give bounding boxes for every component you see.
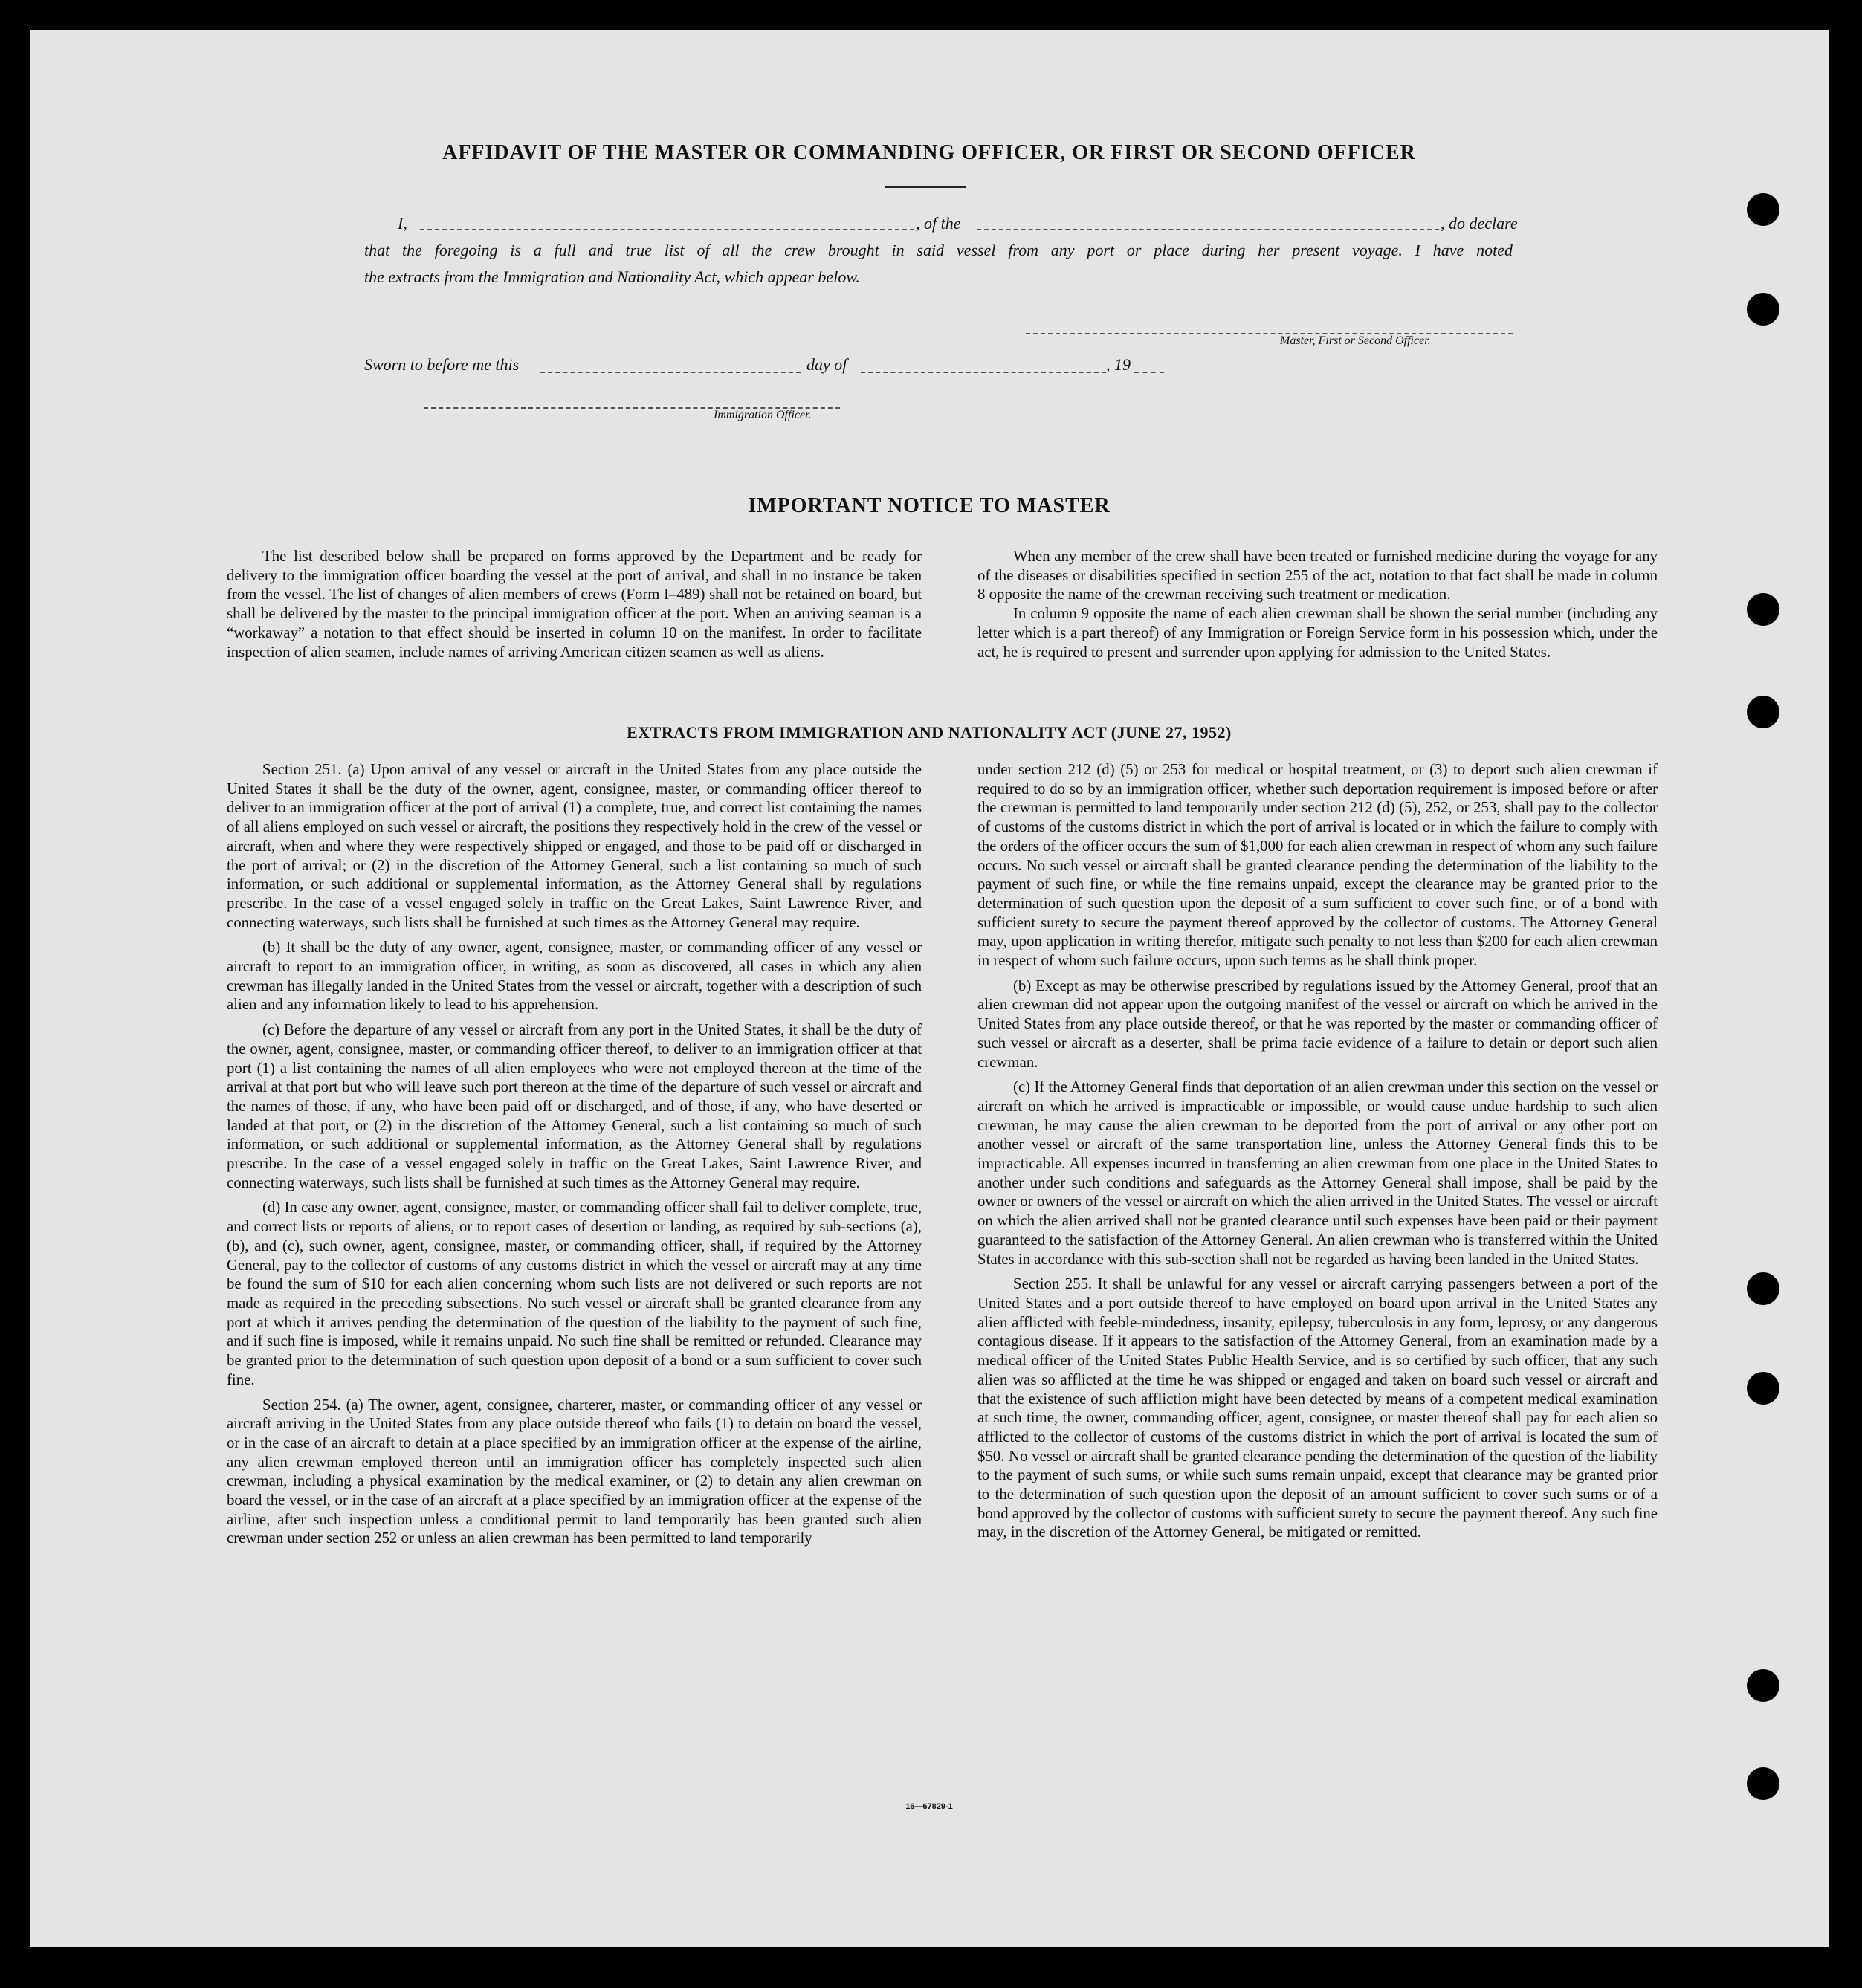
affidavit-title: AFFIDAVIT OF THE MASTER OR COMMANDING OFFICER, OR FIRST OR SECOND OFFICER (442, 141, 1416, 164)
master-signature-caption: Master, First or Second Officer. (1280, 334, 1431, 347)
section-251d: (d) In case any owner, agent, consignee, master, or commanding officer shall fail to deliver complete, true, and correct lists or reports of aliens, or to report cases of desertion or landing, as required by sub-sections (a), (b), and (c), such owner, agent, consignee, master, or commanding officer, shall, if required by the Attorney General, pay to the collector of customs of any customs district in which the vessel or aircraft may at any time be found the sum of $10 for each alien concerning whom such lists are not delivered or such reports are not made as required in the preceding subsections. No such vessel or aircraft shall be granted clearance from any port at which it arrives pending the determination of the question of the liability to the payment of such fine, and if such fine is imposed, while it remains unpaid. No such fine shall be remitted or refunded. Clearance may be granted prior to the determination of such question upon deposit of a bond or a sum sufficient to cover such fine. (227, 1199, 922, 1388)
day-of-label: day of (806, 355, 847, 374)
sworn-day-field[interactable] (540, 372, 801, 373)
notice-paragraph: When any member of the crew shall have been treated or furnished medicine during the voyage for any of the diseases or disabilities specified in section 255 of the act, notation to that fact shall be made in column 8 opposite the name of the crewman receiving such treatment or medication. (977, 548, 1658, 603)
vessel-label: , of the (916, 214, 961, 233)
master-signature-field[interactable] (1026, 333, 1513, 334)
punch-hole-5 (1747, 1272, 1779, 1305)
declare-label: , do declare (1441, 214, 1518, 233)
punch-hole-7 (1747, 1669, 1779, 1702)
section-251b: (b) It shall be the duty of any owner, agent, consignee, master, or commanding officer of any vessel or aircraft to report to an immigration officer, in writing, as soon as discovered, all cases in which any alien crewman has illegally landed in the United States from the vessel or aircraft, together with a description of such alien and any information likely to lead to his apprehension. (227, 939, 922, 1014)
punch-hole-6 (1747, 1372, 1779, 1405)
section-254a-continued: under section 212 (d) (5) or 253 for medical or hospital treatment, or (3) to deport such alien crewman if required to do so by an immigration officer, whether such deportation requirement is imposed before or after the crewman is permitted to land temporarily under section 212 (d) (5), 252, or 253, shall pay to the collector of customs of the customs district in which the port of arrival is located or in which the failure to comply with the orders of the officer occurs the sum of $1,000 for each alien crewman in respect of whom any such failure occurs. No such vessel or aircraft shall be granted clearance pending the determination of the liability to the payment of such fine, or while the fine remains unpaid, except the clearance may be granted prior to the determination of such question upon the deposit of a sum sufficient to cover such fine, or of a bond with sufficient surety to secure the payment thereof approved by the collector of customs. The Attorney General may, upon application in writing therefor, mitigate such penalty to not less than $200 for each alien crewman in respect of whom such failure occurs, upon such terms as he shall think proper. (977, 761, 1658, 970)
declaration-line-3: the extracts from the Immigration and Nationality Act, which appear below. (364, 268, 860, 286)
section-254a: Section 254. (a) The owner, agent, consignee, charterer, master, or commanding officer of any vessel or aircraft arriving in the United States from any place outside thereof who fails (1) to detain on board the vessel, or in the case of an aircraft to detain at a place specified by an immigration officer at the expense of the airline, any alien crewman employed thereon until an immigration officer has completely inspected such alien crewman, including a physical examination by the medical examiner, or (2) to detain any alien crewman on board the vessel, or in the case of an aircraft at a place specified by an immigration officer at the expense of the airline, after such inspection unless a conditional permit to land temporarily has been granted such alien crewman under section 252 or unless an alien crewman has been permitted to land temporarily (227, 1396, 922, 1547)
punch-hole-3 (1747, 593, 1779, 626)
punch-hole-2 (1747, 293, 1779, 326)
document-page (30, 30, 1829, 1947)
section-251a: Section 251. (a) Upon arrival of any vessel or aircraft in the United States from any place outside the United States it shall be the duty of the owner, agent, consignee, master, or commanding officer thereof to deliver to an immigration officer at the port of arrival (1) a complete, true, and correct list containing the names of all aliens employed on such vessel or aircraft, the positions they respectively hold in the crew of the vessel or aircraft, when and where they were respectively shipped or engaged, and those to be paid off or discharged in the port of arrival; or (2) in the discretion of the Attorney General, such a list containing so much of such information, or such additional or supplemental information, as the Attorney General shall by regulations prescribe. In the case of a vessel engaged solely in traffic on the Great Lakes, Saint Lawrence River, and connecting waterways, such lists shall be furnished at such times as the Attorney General may require. (227, 761, 922, 931)
affiant-name-field[interactable] (420, 229, 914, 230)
notice-title: IMPORTANT NOTICE TO MASTER (748, 494, 1111, 517)
sworn-year-field[interactable] (1134, 372, 1164, 373)
section-251c: (c) Before the departure of any vessel or aircraft from any port in the United States, it shall be the duty of the owner, agent, consignee, master, or commanding officer thereof, to deliver to an immigration officer at that port (1) a list containing the names of all alien employees who were not employed thereon at the time of the arrival at that port but who will leave such port thereon at the time of the departure of such vessel or aircraft and the names of those, if any, who have been paid off or discharged, and of those, if any, who have deserted or landed at that port, or (2) in the discretion of the Attorney General, such a list containing so much of such information, or such additional or supplemental information, as the Attorney General shall by regulations prescribe. In the case of a vessel engaged solely in traffic on the Great Lakes, Saint Lawrence River, and connecting waterways, such lists shall be furnished at such times as the Attorney General may require. (227, 1021, 922, 1191)
year-label: , 19 (1106, 355, 1131, 374)
extracts-title: EXTRACTS FROM IMMIGRATION AND NATIONALITY ACT (JUNE 27, 1952) (627, 723, 1232, 742)
punch-hole-1 (1747, 193, 1779, 226)
vessel-name-field[interactable] (977, 229, 1439, 230)
extracts-left-column (227, 760, 922, 1548)
sworn-month-field[interactable] (861, 372, 1106, 373)
notice-left-column (227, 547, 922, 661)
notice-paragraph: The list described below shall be prepared on forms approved by the Department and be ready for delivery to the immigration officer boarding the vessel at the port of arrival, and shall in no instance be taken from the vessel. The list of changes of alien members of crews (Form I–489) shall not be retained on board, but shall be delivered by the master to the principal immigration officer at the port. When an arriving seaman is a “workaway” a notation to that effect should be inserted in column 10 on the manifest. In order to facilitate inspection of alien seamen, include names of arriving American citizen seamen as well as aliens. (227, 548, 922, 661)
title-divider (885, 186, 966, 188)
immigration-officer-caption: Immigration Officer. (714, 409, 812, 421)
notice-paragraph: In column 9 opposite the name of each alien crewman shall be shown the serial number (including any letter which is a part thereof) of any Immigration or Foreign Service form in his possession which, under the act, he is required to present and surrender upon applying for admission to the United States. (977, 605, 1658, 661)
notice-right-column (977, 547, 1658, 661)
affiant-label: I, (398, 214, 407, 233)
declaration-line-2: that the foregoing is a full and true list of all the crew brought in said vessel from any port or place during her present voyage. I have noted (364, 241, 1513, 259)
section-254b: (b) Except as may be otherwise prescribed by regulations issued by the Attorney General, proof that an alien crewman did not appear upon the outgoing manifest of the vessel or aircraft on which he arrived in the United States from any place outside thereof, or that he was reported by the master or commanding officer of such vessel or aircraft as a deserter, shall be prima facie evidence of a failure to detain or deport such alien crewman. (977, 977, 1658, 1071)
form-code: 16—67829-1 (905, 1802, 953, 1811)
section-254c: (c) If the Attorney General finds that deportation of an alien crewman under this section on the vessel or aircraft on which he arrived is impracticable or impossible, or would cause undue hardship to such alien crewman, he may cause the alien crewman to be deported from the port of arrival or any other port on another vessel or aircraft of the same transportation line, unless the Attorney General finds this to be impracticable. All expenses incurred in transferring an alien crewman from one place in the United States to another under such conditions and safeguards as the Attorney General shall impose, shall be paid by the owner or owners of the vessel or aircraft on which the alien arrived in the United States. The vessel or aircraft on which the alien arrived shall not be granted clearance until such expenses have been paid or their payment guaranteed to the satisfaction of the Attorney General. An alien crewman who is transferred within the United States in accordance with this sub-section shall not be regarded as having been landed in the United States. (977, 1078, 1658, 1268)
punch-hole-8 (1747, 1767, 1779, 1800)
section-255: Section 255. It shall be unlawful for any vessel or aircraft carrying passengers between a port of the United States and a port outside thereof to have employed on board upon arrival in the United States any alien afflicted with feeble-mindedness, insanity, epilepsy, tuberculosis in any form, leprosy, or any dangerous contagious disease. If it appears to the satisfaction of the Attorney General, from an examination made by a medical officer of the United States Public Health Service, and is so certified by such officer, that any such alien was so afflicted at the time he was shipped or engaged and taken on board such vessel or aircraft and that the existence of such affliction might have been detected by means of a competent medical examination at such time, the owner, commanding officer, agent, consignee, or master thereof shall pay for each alien so afflicted to the collector of customs of the customs district in which the port of arrival is located the sum of $50. No vessel or aircraft shall be granted clearance pending the determination of the question of the liability to the payment of such sums, or while such sums remain unpaid, except that clearance may be granted prior to the determination of such question upon the deposit of an amount sufficient to cover such sums or of a bond approved by the collector of customs with sufficient surety to secure the payment thereof. Any such fine may, in the discretion of the Attorney General, be mitigated or remitted. (977, 1275, 1658, 1541)
extracts-right-column (977, 760, 1658, 1542)
sworn-label: Sworn to before me this (364, 355, 520, 374)
